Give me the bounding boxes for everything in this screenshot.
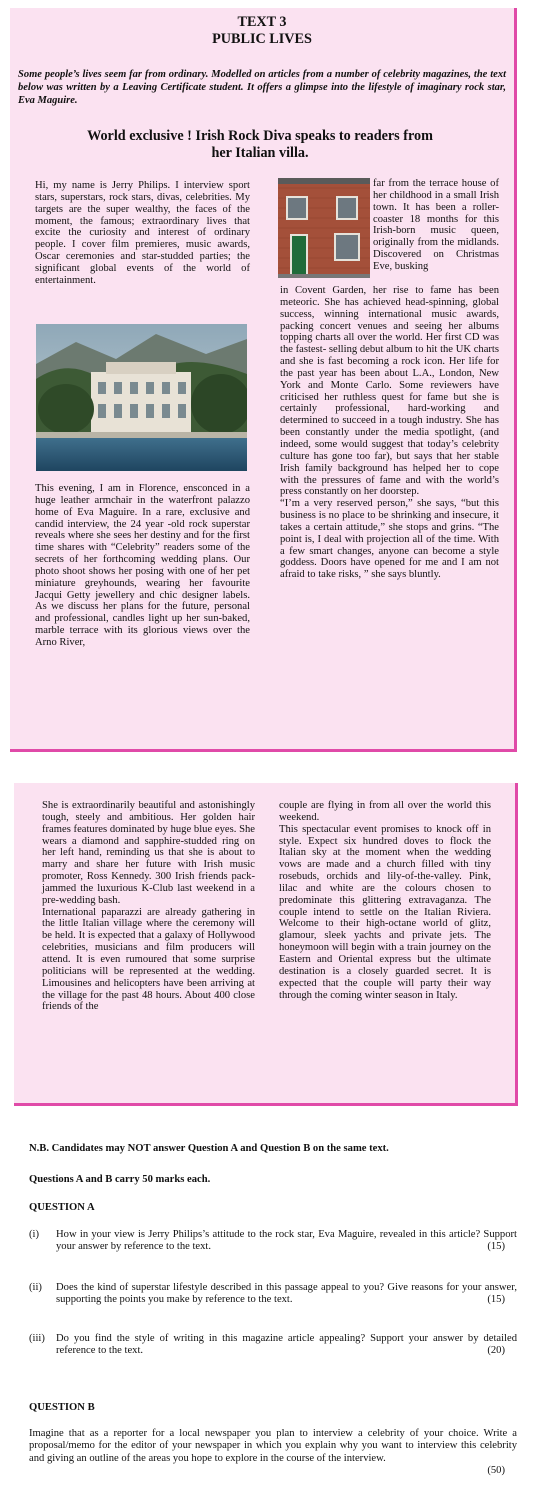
article-page-1 — [10, 8, 517, 752]
column-2-wrap — [373, 178, 499, 273]
headline-line-2: her Italian villa. — [211, 145, 309, 161]
question-marks: (50) — [487, 1465, 505, 1477]
nb-note: N.B. Candidates may NOT answer Question A and Question B on the same text. — [29, 1143, 389, 1154]
intro-paragraph: Some people’s lives seem far from ordinary. Modelled on articles from a number of celebrity magazines, the text below was written by a Leaving Certificate student. It offers a glimpse into the lifestyle of imaginary rock star, Eva Maguire. — [18, 69, 506, 106]
text-heading — [10, 14, 514, 47]
question-a-iii — [29, 1333, 517, 1361]
question-number: (iii) — [29, 1333, 45, 1344]
heading-text-number: TEXT 3 — [237, 14, 287, 30]
marks-note: Questions A and B carry 50 marks each. — [29, 1174, 211, 1185]
paragraph: She is extraordinarily beautiful and astonishingly tough, steely and ambitious. Her golden hair frames features dominated by huge blue eyes. She wears a diamond and sapphire-studded ring on her left hand, reminding us that she is about to marry and share her future with Irish music promoter, Ross Kennedy. 300 Irish friends pack-jammed the luxurious K-Club last weekend in a pre-wedding bash. — [42, 800, 255, 906]
question-text: Do you find the style of writing in this magazine article appealing? Support your answer by detailed reference to the text. — [56, 1333, 517, 1357]
column-2-body — [280, 285, 499, 581]
paragraph: This evening, I am in Florence, ensconced in a huge leather armchair in the waterfront palazzo home of Eva Maguire. In a rare, exclusive and candid interview, the 24 year -old rock superstar reveals where she sees her destiny and for the first time shares with “Celebrity” readers some of the secrets of her forthcoming wedding plans. Our photo shoot shows her posing with one of her pet miniature greyhounds, wearing her favourite Jacqui Getty jewellery and chic designer labels. As we discuss her plans for the future, personal and professional, candles light up her sun-baked, marble terrace with its glorious views over the Arno River, — [35, 483, 250, 648]
paragraph: International paparazzi are already gathering in the little Italian village where the ceremony will be held. It is expected that a galaxy of Hollywood celebrities, musicians and film producers will attend. It is even rumoured that some surprise politicians will be represented at the wedding. Limousines and helicopters have been arriving at the village for the past 48 hours. About 400 close friends of the — [42, 906, 255, 1013]
article-headline — [50, 128, 470, 162]
question-a-ii — [29, 1282, 517, 1310]
article-page-2 — [14, 783, 518, 1106]
column-4 — [279, 800, 491, 1001]
column-1-bottom — [35, 483, 250, 649]
villa-photo — [36, 324, 247, 471]
paragraph: “I’m a very reserved person,” she says, “but this business is no place to be shrinking and insecure, it takes a certain attitude,” she stops and grins. “The point is, I deal with projection all of the time. With a few smart changes, anyone can become a style goddess. Doors have opened for me and I am not afraid to take risks, ” she says bluntly. — [280, 498, 499, 581]
question-text: How in your view is Jerry Philips’s attitude to the rock star, Eva Maguire, revealed in this article? Support your answer by reference to the text. — [56, 1229, 517, 1253]
question-a-title: QUESTION A — [29, 1202, 95, 1213]
paragraph: in Covent Garden, her rise to fame has been meteoric. She has achieved head-spinning, global success, winning international music awards, packing concert venues and seeing her albums topping charts all over the world. Her first CD was the fastest- selling debut album to hit the UK charts and she is fast becoming a rock icon. Her life for the past year has been about L.A., London, New York and Monte Carlo. Some reviewers have criticised her ruthless quest for fame but she is certainly professional, hard-working and determined to succeed in a tough industry. She has been constantly under the media spotlight, (and indeed, some would suggest that today’s celebrity culture has gone too far), but says that her stable Irish family background has helped her to cope with the pressures of fame and with the world’s press constantly on her doorstep. — [280, 285, 499, 498]
question-b — [29, 1428, 517, 1480]
question-a-i — [29, 1229, 517, 1257]
heading-title: PUBLIC LIVES — [212, 30, 312, 47]
paragraph: This spectacular event promises to knock off in style. Expect six hundred doves to flock the Italian sky at the moment when the wedding vows are made and a church filled with tiny rosebuds, orchids and lily-of-the-valley. Pink, lilac and white are the colours chosen to predominate this glittering extravaganza. The couple intend to settle on the Italian Riviera. Welcome to their high-octane world of glitz, glamour, sleek yachts and private jets. The honeymoon will begin with a train journey on the Eastern and Oriental express but the ultimate destination is a closely guarded secret. It is expected that the couple will party their way through the coming winter season in Italy. — [279, 823, 491, 1001]
question-marks: (15) — [487, 1241, 505, 1253]
headline-line-1: World exclusive ! Irish Rock Diva speaks to readers from — [87, 128, 433, 144]
question-text: Does the kind of superstar lifestyle described in this passage appeal to you? Give reasons for your answer, supporting the points you make by reference to the text. — [56, 1282, 517, 1306]
paragraph: far from the terrace house of her childhood in a small Irish town. It has been a roller-coaster 18 months for this Irish-born music queen, originally from the midlands. Discovered on Christmas Eve, busking — [373, 178, 499, 272]
question-marks: (15) — [487, 1294, 505, 1306]
column-1-top — [35, 180, 250, 287]
question-text: Imagine that as a reporter for a local newspaper you plan to interview a celebrity of your choice. Write a proposal/memo for the editor of your newspaper in which you explain why you want to interview this celebrity and giving an outline of the areas you hope to explore in the course of the interview. — [29, 1428, 517, 1464]
terrace-house-photo — [278, 178, 370, 278]
paragraph: Hi, my name is Jerry Philips. I interview sport stars, superstars, rock stars, divas, celebrities. My targets are the super wealthy, the faces of the moment, the famous; extraordinary lives that excite the curiosity and interest of ordinary people. I cover film premieres, music awards, Oscar ceremonies and star-studded parties; the significant global events of the world of entertainment. — [35, 180, 250, 286]
question-b-title: QUESTION B — [29, 1402, 95, 1413]
question-number: (ii) — [29, 1282, 42, 1293]
column-3 — [42, 800, 255, 1013]
question-number: (i) — [29, 1229, 39, 1240]
question-marks: (20) — [487, 1345, 505, 1357]
paragraph: couple are flying in from all over the world this weekend. — [279, 800, 491, 823]
